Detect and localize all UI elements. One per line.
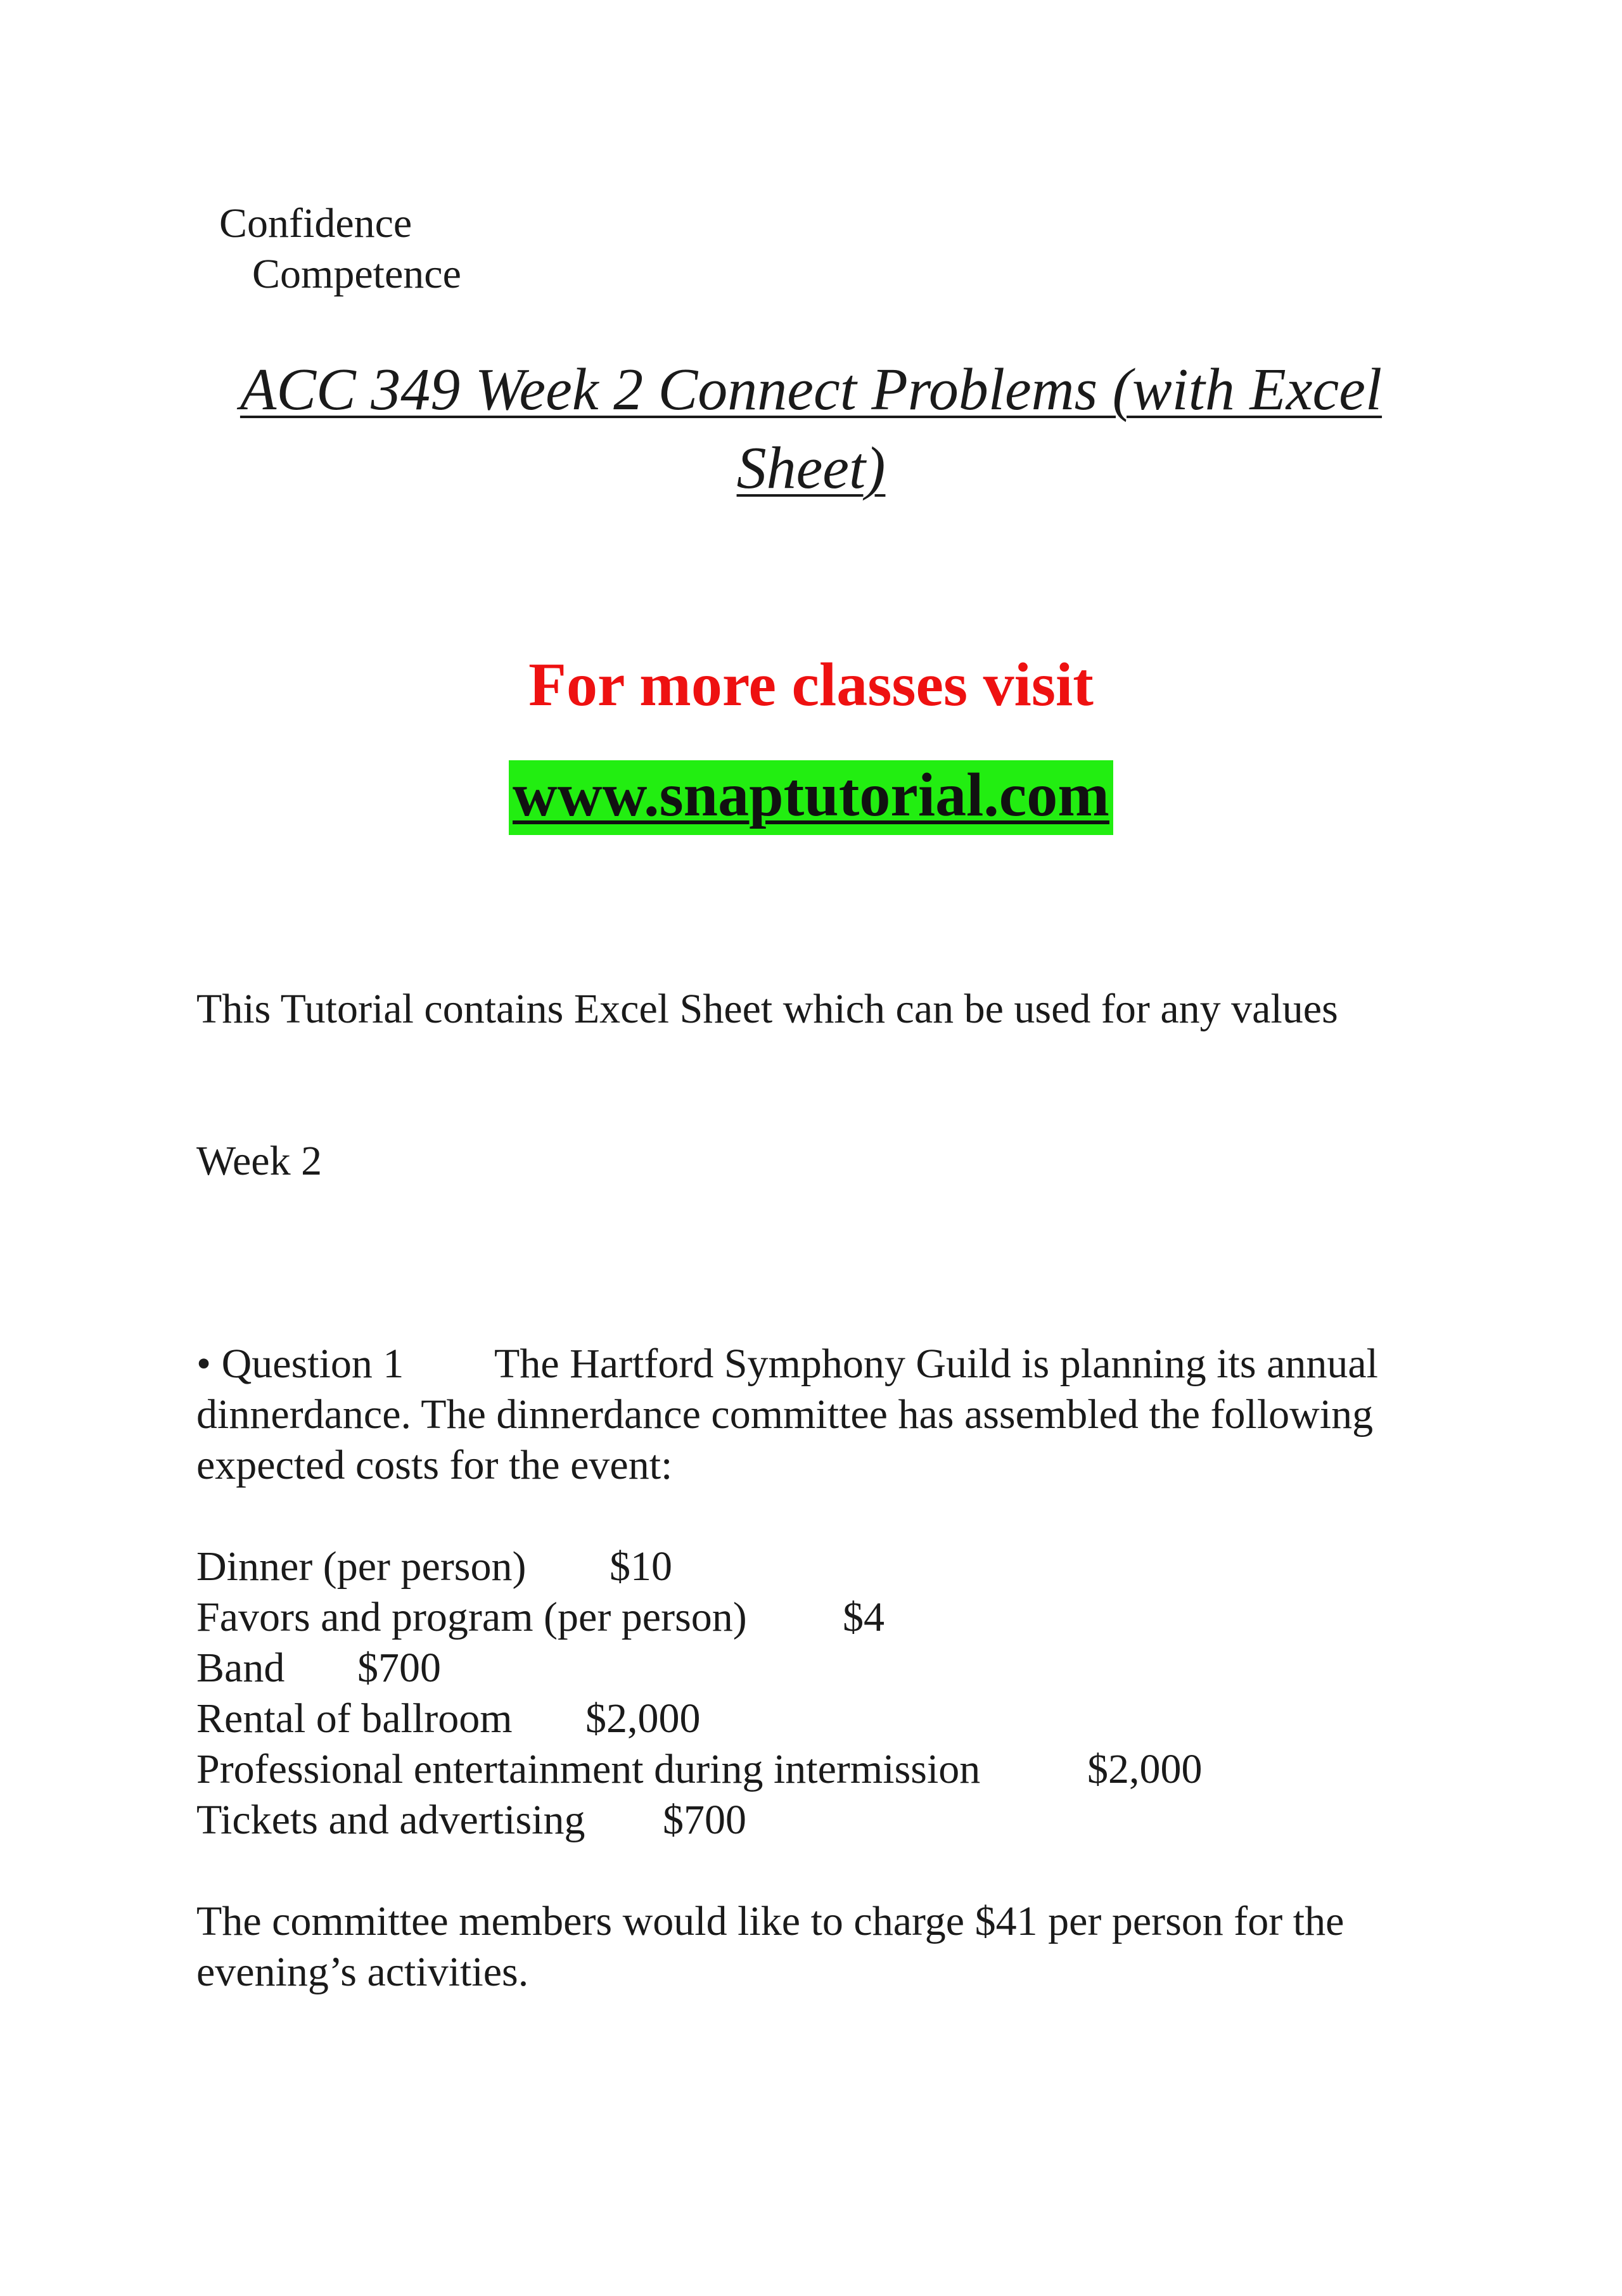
cost-item-label: Band	[196, 1645, 285, 1691]
cost-item-amount: $2,000	[585, 1695, 701, 1742]
cost-item-label: Favors and program (per person)	[196, 1594, 747, 1640]
cost-item-amount: $10	[610, 1543, 672, 1590]
cost-item-label: Dinner (per person)	[196, 1543, 527, 1590]
cost-item-amount: $2,000	[1087, 1746, 1203, 1792]
question-text-line-1: The Hartford Symphony Guild is planning its annual	[494, 1341, 1378, 1387]
cost-item-amount: $700	[663, 1797, 746, 1843]
cost-item-label: Tickets and advertising	[196, 1797, 585, 1843]
document-title-line-2: Sheet)	[736, 435, 886, 501]
promo-link[interactable]: www.snaptutorial.com	[509, 760, 1113, 835]
question-label: • Question 1	[196, 1341, 404, 1387]
promo-link-wrapper	[0, 760, 1622, 835]
cost-item-amount: $4	[843, 1594, 884, 1640]
intro-paragraph: This Tutorial contains Excel Sheet which can be used for any values	[196, 986, 1338, 1032]
cost-item-amount: $700	[357, 1645, 441, 1691]
tagline-confidence: Confidence	[219, 200, 412, 246]
closing-text-line-1: The committee members would like to charge $41 per person for the	[196, 1898, 1344, 1944]
question-text-line-3: expected costs for the event:	[196, 1442, 673, 1488]
week-heading: Week 2	[196, 1138, 322, 1184]
question-text-line-2: dinnerdance. The dinnerdance committee has assembled the following	[196, 1391, 1374, 1438]
cost-item-label: Professional entertainment during intermission	[196, 1746, 981, 1792]
closing-text-line-2: evening’s activities.	[196, 1949, 529, 1995]
document-title-line-1: ACC 349 Week 2 Connect Problems (with Excel	[239, 357, 1383, 423]
cost-item-label: Rental of ballroom	[196, 1695, 513, 1742]
promo-heading: For more classes visit	[528, 651, 1094, 719]
tagline-competence: Competence	[252, 251, 461, 297]
